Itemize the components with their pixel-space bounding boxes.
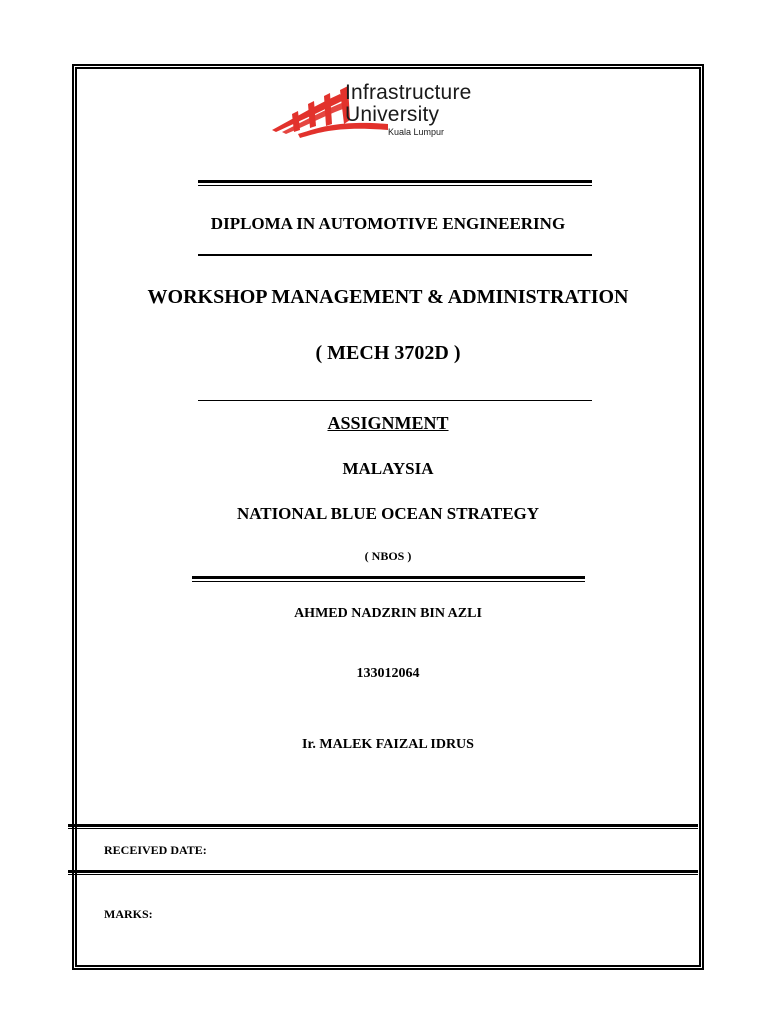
- divider-program: [198, 254, 592, 256]
- logo-text-line1: Infrastructure: [345, 81, 472, 104]
- student-id: 133012064: [356, 666, 420, 681]
- lecturer-name: Ir. MALEK FAIZAL IDRUS: [302, 737, 474, 752]
- logo-text-line2: University: [345, 103, 440, 126]
- received-date-label: RECEIVED DATE:: [104, 843, 207, 857]
- divider-topic: [192, 576, 585, 582]
- student-name: AHMED NADZRIN BIN AZLI: [294, 606, 482, 621]
- course-code: ( MECH 3702D ): [315, 342, 461, 364]
- topic-abbreviation: ( NBOS ): [364, 549, 412, 563]
- topic-country: MALAYSIA: [342, 459, 434, 478]
- topic-title: NATIONAL BLUE OCEAN STRATEGY: [236, 504, 540, 523]
- divider-top: [198, 180, 592, 186]
- document-type: ASSIGNMENT: [327, 413, 449, 433]
- divider-marks: [68, 870, 698, 875]
- course-title: WORKSHOP MANAGEMENT & ADMINISTRATION: [147, 286, 629, 308]
- program-title: DIPLOMA IN AUTOMOTIVE ENGINEERING: [210, 214, 566, 233]
- marks-label: MARKS:: [104, 907, 153, 921]
- divider-received: [68, 824, 698, 829]
- logo-text-line3: Kuala Lumpur: [388, 127, 445, 137]
- divider-course: [198, 400, 592, 401]
